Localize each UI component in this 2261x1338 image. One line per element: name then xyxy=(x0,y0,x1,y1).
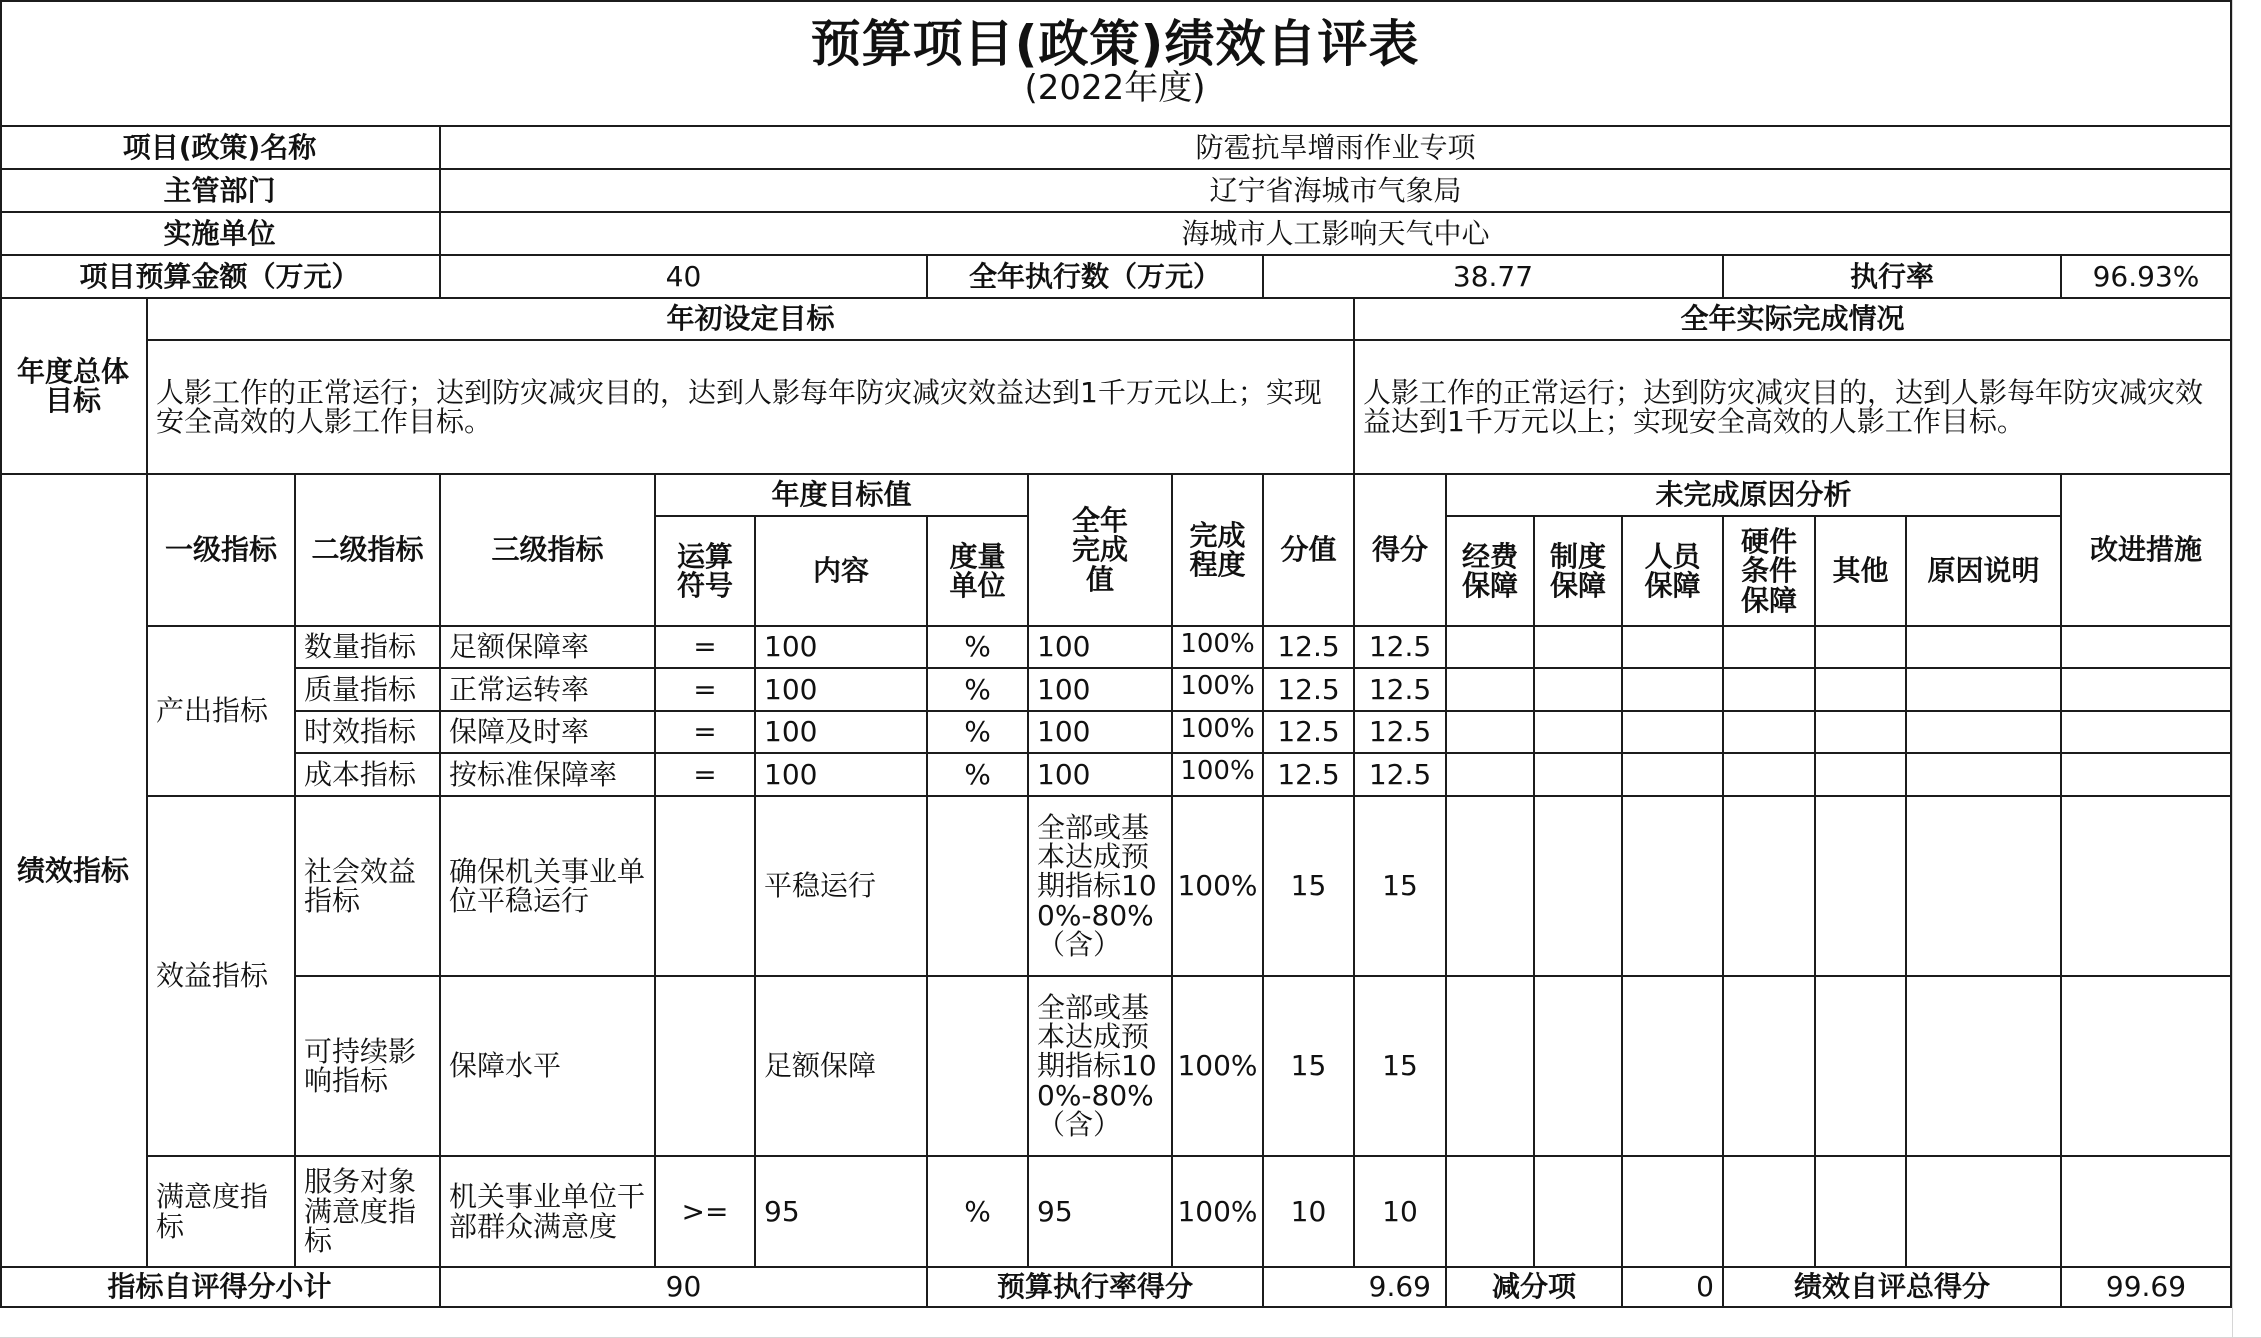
cell-level2: 服务对象满意度指标 xyxy=(296,1157,441,1268)
cell-level3: 足额保障率 xyxy=(441,627,656,669)
cell-unit: % xyxy=(928,627,1029,669)
gridline xyxy=(2232,0,2233,1338)
cell-staff xyxy=(1623,712,1724,754)
cell-improvement xyxy=(2062,669,2232,712)
header-other: 其他 xyxy=(1816,517,1907,627)
cell-other xyxy=(1816,797,1907,977)
cell-other xyxy=(1816,1157,1907,1268)
executed-label: 全年执行数（万元） xyxy=(928,256,1264,299)
cell-reason-note xyxy=(1907,1157,2062,1268)
cell-content: 95 xyxy=(756,1157,928,1268)
cell-system xyxy=(1535,977,1623,1157)
cell-content: 100 xyxy=(756,627,928,669)
cell-improvement xyxy=(2062,1157,2232,1268)
cell-actual: 全部或基本达成预期指标100%-80%（含） xyxy=(1029,977,1173,1157)
budget-score-value: 9.69 xyxy=(1264,1268,1447,1308)
header-improvement: 改进措施 xyxy=(2062,475,2232,627)
cell-hardware xyxy=(1724,977,1816,1157)
goals-label: 年度总体目标 xyxy=(0,299,148,475)
subtotal-label: 指标自评得分小计 xyxy=(0,1268,441,1308)
header-system: 制度保障 xyxy=(1535,517,1623,627)
cell-actual: 100 xyxy=(1029,754,1173,797)
page-subtitle: (2022年度) xyxy=(1024,67,1206,108)
cell-operator xyxy=(656,797,756,977)
cell-system xyxy=(1535,797,1623,977)
dept-label: 主管部门 xyxy=(0,170,441,213)
deduct-label: 减分项 xyxy=(1447,1268,1623,1308)
total-value: 99.69 xyxy=(2062,1268,2232,1308)
cell-score-value: 12.5 xyxy=(1264,712,1355,754)
cell-actual: 100 xyxy=(1029,669,1173,712)
header-reason-group: 未完成原因分析 xyxy=(1447,475,2062,517)
cell-reason-note xyxy=(1907,977,2062,1157)
cell-staff xyxy=(1623,627,1724,669)
cell-system xyxy=(1535,754,1623,797)
cell-level3: 保障及时率 xyxy=(441,712,656,754)
cell-level2: 成本指标 xyxy=(296,754,441,797)
cell-score: 12.5 xyxy=(1355,627,1447,669)
header-hardware: 硬件条件保障 xyxy=(1724,517,1816,627)
cell-staff xyxy=(1623,1157,1724,1268)
header-score: 得分 xyxy=(1355,475,1447,627)
group-satisfaction: 满意度指标 xyxy=(148,1157,296,1268)
header-unit: 度量单位 xyxy=(928,517,1029,627)
cell-unit xyxy=(928,797,1029,977)
cell-level3: 保障水平 xyxy=(441,977,656,1157)
goals-actual-text: 人影工作的正常运行；达到防灾减灾目的，达到人影每年防灾减灾效益达到1千万元以上；实现安全高效的人影工作目标。 xyxy=(1355,341,2232,475)
cell-score: 12.5 xyxy=(1355,669,1447,712)
rate-label: 执行率 xyxy=(1724,256,2062,299)
cell-score-value: 12.5 xyxy=(1264,627,1355,669)
cell-improvement xyxy=(2062,712,2232,754)
group-benefit: 效益指标 xyxy=(148,797,296,1157)
rate-value: 96.93% xyxy=(2062,256,2232,299)
cell-system xyxy=(1535,1157,1623,1268)
cell-other xyxy=(1816,712,1907,754)
cell-improvement xyxy=(2062,977,2232,1157)
cell-score-value: 12.5 xyxy=(1264,754,1355,797)
cell-other xyxy=(1816,977,1907,1157)
cell-system xyxy=(1535,712,1623,754)
cell-hardware xyxy=(1724,669,1816,712)
cell-completion: 100% xyxy=(1173,627,1264,669)
header-reason-note: 原因说明 xyxy=(1907,517,2062,627)
header-operator: 运算符号 xyxy=(656,517,756,627)
cell-level2: 质量指标 xyxy=(296,669,441,712)
cell-completion: 100% xyxy=(1173,1157,1264,1268)
cell-funding xyxy=(1447,977,1535,1157)
cell-other xyxy=(1816,669,1907,712)
cell-staff xyxy=(1623,754,1724,797)
cell-score-value: 15 xyxy=(1264,977,1355,1157)
cell-staff xyxy=(1623,669,1724,712)
goals-actual-label: 全年实际完成情况 xyxy=(1355,299,2232,341)
cell-content: 100 xyxy=(756,669,928,712)
goals-initial-label: 年初设定目标 xyxy=(148,299,1355,341)
cell-level2: 时效指标 xyxy=(296,712,441,754)
deduct-value: 0 xyxy=(1623,1268,1724,1308)
subtotal-value: 90 xyxy=(441,1268,928,1308)
cell-score: 10 xyxy=(1355,1157,1447,1268)
header-staff: 人员保障 xyxy=(1623,517,1724,627)
cell-improvement xyxy=(2062,754,2232,797)
cell-funding xyxy=(1447,1157,1535,1268)
unit-label: 实施单位 xyxy=(0,213,441,256)
cell-funding xyxy=(1447,712,1535,754)
cell-other xyxy=(1816,754,1907,797)
goals-initial-text: 人影工作的正常运行；达到防灾减灾目的，达到人影每年防灾减灾效益达到1千万元以上；实现安全高效的人影工作目标。 xyxy=(148,341,1355,475)
cell-unit: % xyxy=(928,754,1029,797)
indicators-label: 绩效指标 xyxy=(0,475,148,1268)
cell-level2: 社会效益指标 xyxy=(296,797,441,977)
cell-completion: 100% xyxy=(1173,669,1264,712)
cell-system xyxy=(1535,669,1623,712)
cell-operator: >= xyxy=(656,1157,756,1268)
header-funding: 经费保障 xyxy=(1447,517,1535,627)
cell-funding xyxy=(1447,627,1535,669)
header-score-value: 分值 xyxy=(1264,475,1355,627)
cell-content: 100 xyxy=(756,754,928,797)
cell-score: 12.5 xyxy=(1355,712,1447,754)
cell-unit: % xyxy=(928,1157,1029,1268)
executed-value: 38.77 xyxy=(1264,256,1724,299)
header-level3: 三级指标 xyxy=(441,475,656,627)
cell-level2: 可持续影响指标 xyxy=(296,977,441,1157)
total-label: 绩效自评总得分 xyxy=(1724,1268,2062,1308)
cell-hardware xyxy=(1724,754,1816,797)
cell-level2: 数量指标 xyxy=(296,627,441,669)
cell-operator xyxy=(656,977,756,1157)
cell-hardware xyxy=(1724,1157,1816,1268)
cell-system xyxy=(1535,627,1623,669)
cell-score: 12.5 xyxy=(1355,754,1447,797)
cell-completion: 100% xyxy=(1173,977,1264,1157)
cell-completion: 100% xyxy=(1173,754,1264,797)
unit-value: 海城市人工影响天气中心 xyxy=(441,213,2232,256)
cell-hardware xyxy=(1724,797,1816,977)
cell-hardware xyxy=(1724,712,1816,754)
cell-actual: 95 xyxy=(1029,1157,1173,1268)
cell-level3: 机关事业单位干部群众满意度 xyxy=(441,1157,656,1268)
cell-operator: = xyxy=(656,627,756,669)
cell-reason-note xyxy=(1907,627,2062,669)
cell-reason-note xyxy=(1907,754,2062,797)
cell-actual: 100 xyxy=(1029,627,1173,669)
header-level2: 二级指标 xyxy=(296,475,441,627)
cell-content: 100 xyxy=(756,712,928,754)
header-level1: 一级指标 xyxy=(148,475,296,627)
cell-content: 足额保障 xyxy=(756,977,928,1157)
cell-reason-note xyxy=(1907,712,2062,754)
cell-funding xyxy=(1447,797,1535,977)
cell-improvement xyxy=(2062,797,2232,977)
cell-staff xyxy=(1623,797,1724,977)
budget-score-label: 预算执行率得分 xyxy=(928,1268,1264,1308)
cell-other xyxy=(1816,627,1907,669)
cell-level3: 按标准保障率 xyxy=(441,754,656,797)
title-block xyxy=(0,0,2232,127)
cell-unit: % xyxy=(928,669,1029,712)
header-actual: 全年完成值 xyxy=(1029,475,1173,627)
project-name-label: 项目(政策)名称 xyxy=(0,127,441,170)
cell-score: 15 xyxy=(1355,977,1447,1157)
cell-content: 平稳运行 xyxy=(756,797,928,977)
cell-funding xyxy=(1447,754,1535,797)
header-completion: 完成程度 xyxy=(1173,475,1264,627)
cell-reason-note xyxy=(1907,669,2062,712)
cell-completion: 100% xyxy=(1173,797,1264,977)
header-content: 内容 xyxy=(756,517,928,627)
cell-funding xyxy=(1447,669,1535,712)
cell-operator: = xyxy=(656,754,756,797)
cell-actual: 100 xyxy=(1029,712,1173,754)
budget-value: 40 xyxy=(441,256,928,299)
cell-unit xyxy=(928,977,1029,1157)
project-name-value: 防雹抗旱增雨作业专项 xyxy=(441,127,2232,170)
cell-unit: % xyxy=(928,712,1029,754)
cell-staff xyxy=(1623,977,1724,1157)
cell-operator: = xyxy=(656,669,756,712)
cell-score-value: 15 xyxy=(1264,797,1355,977)
cell-hardware xyxy=(1724,627,1816,669)
cell-score-value: 10 xyxy=(1264,1157,1355,1268)
dept-value: 辽宁省海城市气象局 xyxy=(441,170,2232,213)
cell-operator: = xyxy=(656,712,756,754)
cell-reason-note xyxy=(1907,797,2062,977)
cell-level3: 正常运转率 xyxy=(441,669,656,712)
cell-level3: 确保机关事业单位平稳运行 xyxy=(441,797,656,977)
group-output: 产出指标 xyxy=(148,627,296,797)
cell-completion: 100% xyxy=(1173,712,1264,754)
cell-score: 15 xyxy=(1355,797,1447,977)
cell-score-value: 12.5 xyxy=(1264,669,1355,712)
budget-label: 项目预算金额（万元） xyxy=(0,256,441,299)
header-target-group: 年度目标值 xyxy=(656,475,1029,517)
cell-actual: 全部或基本达成预期指标100%-80%（含） xyxy=(1029,797,1173,977)
cell-improvement xyxy=(2062,627,2232,669)
page-title: 预算项目(政策)绩效自评表 xyxy=(810,15,1420,74)
